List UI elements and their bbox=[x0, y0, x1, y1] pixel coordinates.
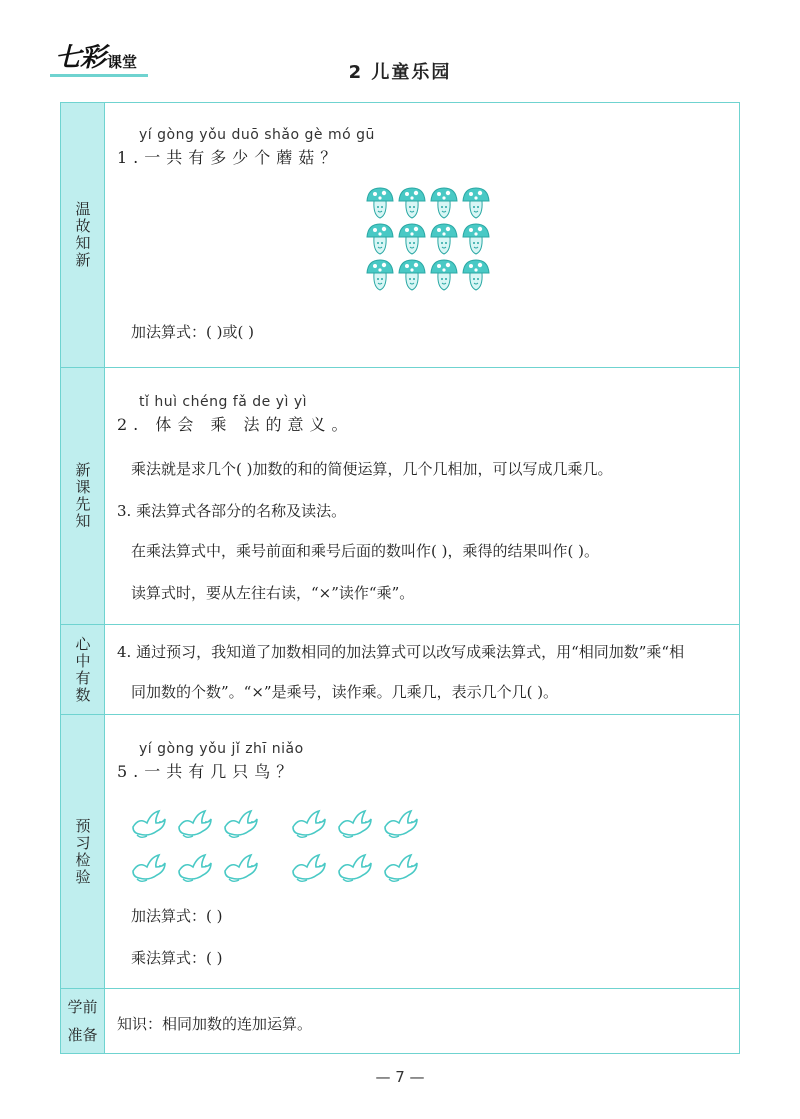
bird-icon bbox=[221, 807, 259, 841]
bird-icon bbox=[175, 851, 213, 885]
page-number: — 7 — bbox=[375, 1068, 425, 1086]
page-title: 2 儿童乐园 bbox=[348, 62, 452, 83]
mushroom-icon bbox=[429, 185, 459, 221]
bird-group bbox=[289, 807, 419, 841]
section-label-review bbox=[61, 103, 105, 368]
section-new bbox=[105, 368, 739, 625]
mushroom-icon bbox=[365, 257, 395, 293]
section-prep bbox=[105, 989, 739, 1053]
mushroom-icon bbox=[397, 221, 427, 257]
bird-icon bbox=[289, 807, 327, 841]
bird-icon bbox=[129, 851, 167, 885]
section-label-text: 预习检验 bbox=[73, 817, 92, 886]
bird-icon bbox=[335, 807, 373, 841]
question-3-fill-line[interactable]: 在乘法算式中，乘号前面和乘号后面的数叫作( )，乘得的结果叫作( )。 bbox=[131, 542, 599, 560]
mushroom-icon bbox=[461, 221, 491, 257]
mushroom-icon bbox=[397, 185, 427, 221]
question-4-line-1: 4. 通过预习，我知道了加数相同的加法算式可以改写成乘法算式，用“相同加数”乘“相 bbox=[117, 643, 685, 661]
mushroom-icon bbox=[461, 257, 491, 293]
bird-group bbox=[289, 851, 419, 885]
section-label-prep bbox=[61, 989, 105, 1053]
page-header bbox=[0, 0, 800, 100]
logo-sub-text: 课堂 bbox=[107, 53, 138, 71]
question-1-answer-line[interactable]: 加法算式：( )或( ) bbox=[131, 323, 254, 341]
logo-main-text: 七彩 bbox=[55, 43, 106, 73]
section-label-prep-2: 准备 bbox=[67, 1026, 98, 1044]
mushroom-icon bbox=[429, 257, 459, 293]
section-label-check bbox=[61, 715, 105, 989]
question-1-text: 1.一共有多少个蘑菇？ bbox=[117, 148, 343, 167]
worksheet-table bbox=[60, 102, 740, 1054]
question-5-addition-line[interactable]: 加法算式：( ) bbox=[131, 907, 223, 925]
question-2-fill-line[interactable]: 乘法就是求几个( )加数的和的简便运算，几个几相加，可以写成几乘几。 bbox=[131, 460, 613, 478]
bird-group bbox=[129, 807, 259, 841]
section-label-new bbox=[61, 368, 105, 625]
mushroom-icon bbox=[365, 185, 395, 221]
bird-row-1 bbox=[129, 807, 419, 841]
question-2-text: 2. 体会 乘 法的意义。 bbox=[117, 415, 354, 434]
bird-icon bbox=[289, 851, 327, 885]
question-2-pinyin: tǐ huì chéng fǎ de yì yì bbox=[139, 394, 308, 410]
bird-row-2 bbox=[129, 851, 419, 885]
prep-knowledge-text: 知识：相同加数的连加运算。 bbox=[117, 1015, 313, 1033]
question-3-reading-line: 读算式时，要从左往右读，“×”读作“乘”。 bbox=[131, 584, 415, 602]
question-5-multiplication-line[interactable]: 乘法算式：( ) bbox=[131, 949, 223, 967]
bird-group-gap bbox=[259, 851, 289, 885]
section-label-text: 心中有数 bbox=[73, 635, 92, 704]
bird-icon bbox=[381, 851, 419, 885]
question-3-title: 3. 乘法算式各部分的名称及读法。 bbox=[117, 502, 347, 520]
section-label-text: 温故知新 bbox=[73, 201, 92, 269]
question-5-pinyin: yí gòng yǒu jǐ zhī niǎo bbox=[139, 741, 304, 757]
section-mind bbox=[105, 625, 739, 715]
bird-icon bbox=[221, 851, 259, 885]
question-5-text: 5.一共有几只鸟？ bbox=[117, 762, 299, 781]
section-label-prep-1: 学前 bbox=[67, 998, 98, 1016]
bird-group-gap bbox=[259, 807, 289, 841]
section-label-mind bbox=[61, 625, 105, 715]
section-check bbox=[105, 715, 739, 989]
bird-icon bbox=[335, 851, 373, 885]
bird-icon bbox=[381, 807, 419, 841]
section-label-text: 新课先知 bbox=[73, 462, 92, 530]
mushroom-icon bbox=[365, 221, 395, 257]
mushroom-icon bbox=[397, 257, 427, 293]
mushroom-icon bbox=[461, 185, 491, 221]
question-1-pinyin: yí gòng yǒu duō shǎo gè mó gū bbox=[139, 127, 375, 143]
bird-icon bbox=[175, 807, 213, 841]
question-4-line-2[interactable]: 同加数的个数”。“×”是乘号，读作乘。几乘几，表示几个几( )。 bbox=[131, 683, 559, 701]
section-review bbox=[105, 103, 739, 368]
bird-icon bbox=[129, 807, 167, 841]
mushroom-icon bbox=[429, 221, 459, 257]
mushroom-illustration bbox=[365, 185, 491, 293]
bird-group bbox=[129, 851, 259, 885]
